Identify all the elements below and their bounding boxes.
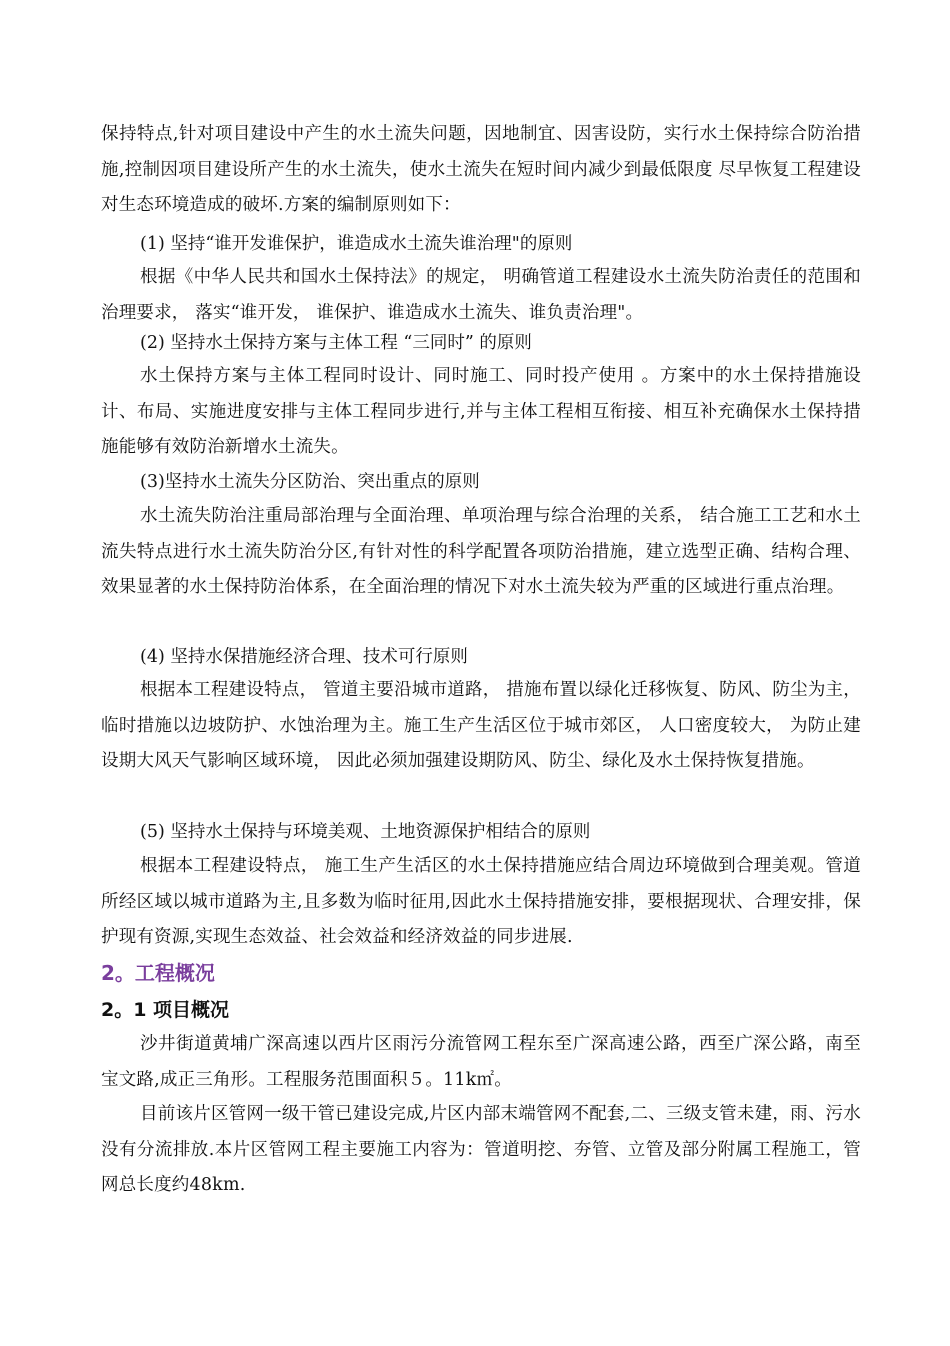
principle-4-paragraph: 根据本工程建设特点， 管道主要沿城市道路， 措施布置以绿化迁移恢复、防风、防尘为主，临时措施以边坡防护、水蚀治理为主。施工生产生活区位于城市郊区， 人口密度较大， 为防止建设期大风天气影响区域环境， 因此必须加强建设期防风、防尘、绿化及水土保持恢复措施。 <box>101 680 861 771</box>
principle-3-heading: (3)坚持水土流失分区防治、突出重点的原则 <box>140 472 480 492</box>
principle-4-heading: (4) 坚持水保措施经济合理、技术可行原则 <box>140 647 468 667</box>
section-heading-2: 2。工程概况 <box>101 961 215 985</box>
principle-5-paragraph: 根据本工程建设特点， 施工生产生活区的水土保持措施应结合周边环境做到合理美观。管道所经区域以城市道路为主,且多数为临时征用,因此水土保持措施安排，要根据现状、合理安排，保护现有资源,实现生态效益、社会效益和经济效益的同步进展. <box>101 856 861 947</box>
principle-1-paragraph: 根据《中华人民共和国水土保持法》的规定， 明确管道工程建设水土流失防治责任的范围和治理要求， 落实“谁开发， 谁保护、谁造成水土流失、谁负责治理"。 <box>101 267 861 323</box>
principle-3-paragraph: 水土流失防治注重局部治理与全面治理、单项治理与综合治理的关系， 结合施工工艺和水土流失特点进行水土流失防治分区,有针对性的科学配置各项防治措施，建立选型正确、结构合理、效果显著的水土保持防治体系，在全面治理的情况下对水土流失较为严重的区域进行重点治理。 <box>101 506 861 597</box>
principle-1-heading: (1) 坚持“谁开发谁保护，谁造成水土流失谁治理"的原则 <box>140 234 573 254</box>
principle-2-heading: (2) 坚持水土保持方案与主体工程 “三同时” 的原则 <box>140 333 532 353</box>
principle-2-paragraph: 水土保持方案与主体工程同时设计、同时施工、同时投产使用 。方案中的水土保持措施设计、布局、实施进度安排与主体工程同步进行,并与主体工程相互衔接、相互补充确保水土保持措施能够有效防治新增水土流失。 <box>101 366 861 457</box>
subsection-heading-2-1: 2。1 项目概况 <box>101 999 230 1021</box>
principle-5-heading: (5) 坚持水土保持与环境美观、土地资源保护相结合的原则 <box>140 822 591 842</box>
project-status-paragraph: 目前该片区管网一级干管已建设完成,片区内部末端管网不配套,二、三级支管未建，雨、污水没有分流排放.本片区管网工程主要施工内容为：管道明挖、夯管、立管及部分附属工程施工，管网总长度约48km. <box>101 1104 861 1195</box>
intro-paragraph: 保持特点,针对项目建设中产生的水土流失问题，因地制宜、因害设防，实行水土保持综合防治措施,控制因项目建设所产生的水土流失，使水土流失在短时间内减少到最低限度 尽早恢复工程建设对生态环境造成的破坏.方案的编制原则如下： <box>101 124 861 215</box>
project-scope-paragraph: 沙井街道黄埔广深高速以西片区雨污分流管网工程东至广深高速公路，西至广深公路，南至宝文路,成正三角形。工程服务范围面积５。11k㎡。 <box>101 1034 861 1090</box>
